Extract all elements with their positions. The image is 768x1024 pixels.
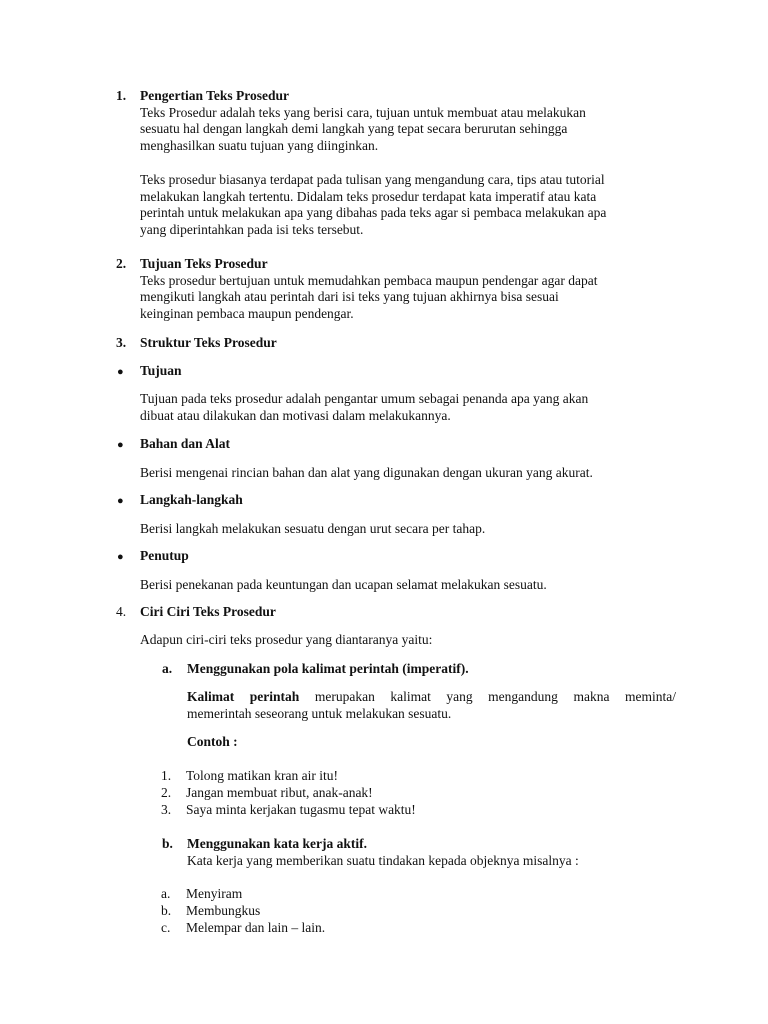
example-number: 3. bbox=[161, 802, 172, 817]
section-2-number: 2. bbox=[116, 256, 127, 271]
section-2-line: Teks prosedur bertujuan untuk memudahkan pembaca maupun pendengar agar dapat bbox=[140, 272, 598, 288]
characteristic-a-heading: Menggunakan pola kalimat perintah (imperatif). bbox=[187, 661, 469, 676]
structure-item-desc-line: Berisi penekanan pada keuntungan dan ucapan selamat melakukan sesuatu. bbox=[140, 577, 547, 592]
characteristic-b-heading: Menggunakan kata kerja aktif. bbox=[187, 836, 368, 851]
structure-item-tujuan-desc bbox=[140, 391, 680, 424]
contoh-label-wrap bbox=[187, 734, 676, 751]
structure-item-desc-line: Berisi langkah melakukan sesuatu dengan urut secara per tahap. bbox=[140, 521, 486, 536]
characteristic-a-desc bbox=[187, 689, 676, 722]
verb-example-text: Membungkus bbox=[186, 903, 261, 918]
verb-example-letter: c. bbox=[161, 920, 171, 935]
example-text: Jangan membuat ribut, anak-anak! bbox=[186, 785, 373, 800]
example-text: Saya minta kerjakan tugasmu tepat waktu! bbox=[186, 802, 416, 817]
section-3-heading: Struktur Teks Prosedur bbox=[140, 335, 277, 350]
structure-item-title: Penutup bbox=[140, 548, 189, 563]
bullet-icon: ● bbox=[117, 495, 124, 507]
characteristic-a-desc-line2: memerintah seseorang untuk melakukan sesuatu. bbox=[187, 705, 452, 721]
bullet-icon: ● bbox=[117, 439, 124, 451]
structure-item-title: Langkah-langkah bbox=[140, 492, 243, 507]
structure-item-desc-line: Berisi mengenai rincian bahan dan alat yang digunakan dengan ukuran yang akurat. bbox=[140, 465, 593, 480]
section-1-p1-line: menghasilkan suatu tujuan yang diinginkan. bbox=[140, 138, 379, 154]
section-1-p2-line: yang diperintahkan pada isi teks tersebut. bbox=[140, 222, 364, 238]
structure-item-title: Tujuan bbox=[140, 363, 182, 378]
characteristic-a-desc-rest: merupakan kalimat yang mengandung makna meminta/ bbox=[299, 689, 676, 704]
section-1-p2-line: perintah untuk melakukan apa yang dibahas pada teks agar si pembaca melakukan apa bbox=[140, 205, 607, 221]
structure-item-tujuan bbox=[140, 363, 680, 380]
structure-item-penutup-desc bbox=[140, 577, 680, 594]
verb-example-text: Menyiram bbox=[186, 886, 243, 901]
structure-item-desc-line: Tujuan pada teks prosedur adalah pengantar umum sebagai penanda apa yang akan bbox=[140, 391, 589, 406]
bullet-icon: ● bbox=[117, 551, 124, 563]
structure-item-title: Bahan dan Alat bbox=[140, 436, 231, 451]
contoh-label: Contoh : bbox=[187, 734, 238, 749]
section-4-intro: Adapun ciri-ciri teks prosedur yang diantaranya yaitu: bbox=[140, 632, 433, 647]
characteristic-a-desc-line1 bbox=[187, 689, 676, 706]
structure-item-desc-line: dibuat atau dilakukan dan motivasi dalam melakukannya. bbox=[140, 407, 451, 423]
verb-example-text: Melempar dan lain – lain. bbox=[186, 920, 326, 935]
characteristic-a-letter: a. bbox=[162, 661, 173, 676]
characteristic-b bbox=[187, 836, 676, 869]
section-1-p2-line: melakukan langkah tertentu. Didalam teks prosedur terdapat kata imperatif atau kata bbox=[140, 188, 597, 204]
term-kalimat-perintah: Kalimat perintah bbox=[187, 689, 300, 704]
section-4-intro-wrap bbox=[140, 632, 680, 649]
bullet-icon: ● bbox=[117, 366, 124, 378]
section-1 bbox=[140, 88, 680, 155]
example-number: 1. bbox=[161, 768, 172, 783]
structure-item-bahan bbox=[140, 436, 680, 453]
section-3-heading-wrap bbox=[140, 335, 680, 352]
structure-item-bahan-desc bbox=[140, 465, 680, 482]
section-4-heading-wrap bbox=[140, 604, 680, 621]
section-2 bbox=[140, 256, 680, 323]
verb-example-letter: a. bbox=[161, 886, 171, 901]
structure-item-langkah-desc bbox=[140, 521, 680, 538]
example-text: Tolong matikan kran air itu! bbox=[186, 768, 339, 783]
section-2-line: mengikuti langkah atau perintah dari isi teks yang tujuan akhirnya bisa sesuai bbox=[140, 289, 559, 305]
section-1-number: 1. bbox=[116, 88, 127, 103]
section-1-p1-line: Teks Prosedur adalah teks yang berisi cara, tujuan untuk membuat atau melakukan bbox=[140, 104, 586, 120]
section-4-heading: Ciri Ciri Teks Prosedur bbox=[140, 604, 276, 619]
verb-example-letter: b. bbox=[161, 903, 172, 918]
section-2-heading: Tujuan Teks Prosedur bbox=[140, 256, 268, 271]
section-1-p2-line: Teks prosedur biasanya terdapat pada tulisan yang mengandung cara, tips atau tutorial bbox=[140, 172, 605, 187]
section-1-paragraph-2 bbox=[140, 172, 680, 239]
characteristic-a bbox=[187, 661, 676, 678]
section-1-heading: Pengertian Teks Prosedur bbox=[140, 88, 290, 103]
section-3-number: 3. bbox=[116, 335, 127, 350]
example-number: 2. bbox=[161, 785, 172, 800]
structure-item-penutup bbox=[140, 548, 680, 565]
characteristic-b-desc: Kata kerja yang memberikan suatu tindakan kepada objeknya misalnya : bbox=[187, 852, 579, 868]
section-4-number: 4. bbox=[116, 604, 127, 619]
structure-item-langkah bbox=[140, 492, 680, 509]
section-2-line: keinginan pembaca maupun pendengar. bbox=[140, 306, 354, 322]
characteristic-b-letter: b. bbox=[162, 836, 173, 851]
section-1-p1-line: sesuatu hal dengan langkah demi langkah yang tepat secara berurutan sehingga bbox=[140, 121, 568, 137]
